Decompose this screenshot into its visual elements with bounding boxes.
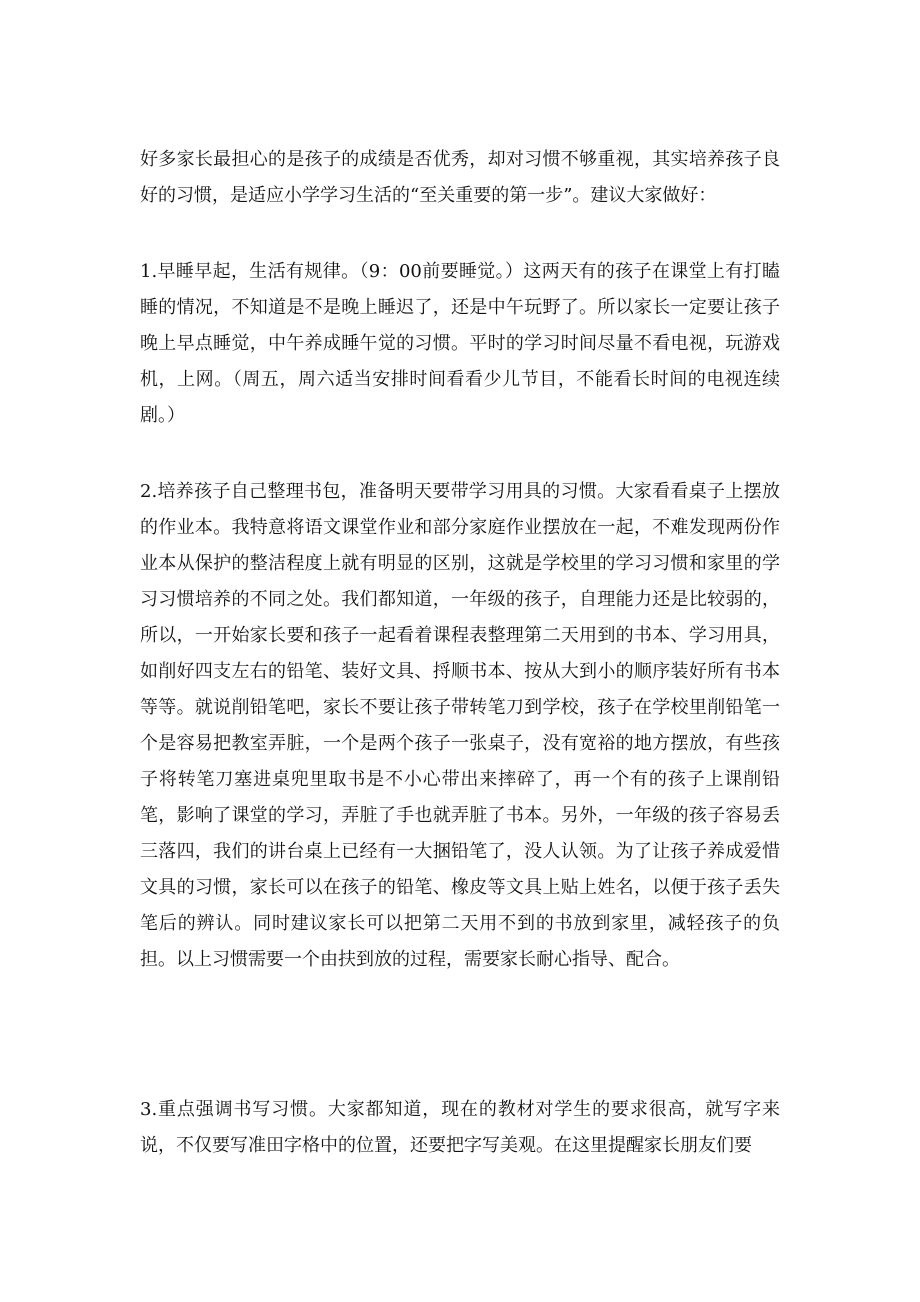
habit-2-schoolbag-paragraph: 2.培养孩子自己整理书包，准备明天要带学习用具的习惯。大家看看桌子上摆放的作业本。我特意将语文课堂作业和部分家庭作业摆放在一起，不难发现两份作业本从保护的整洁程度上就有明显的区别，这就是学校里的学习习惯和家里的学习习惯培养的不同之处。我们都知道，一年级的孩子，自理能力还是比较弱的，所以，一开始家长要和孩子一起看着课程表整理第二天用到的书本、学习用具，如削好四支左右的铅笔、装好文具、捋顺书本、按从大到小的顺序装好所有书本等等。就说削铅笔吧，家长不要让孩子带转笔刀到学校，孩子在学校里削铅笔一个是容易把教室弄脏，一个是两个孩子一张桌子，没有宽裕的地方摆放，有些孩子将转笔刀塞进桌兜里取书是不小心带出来摔碎了，再一个有的孩子上课削铅笔，影响了课堂的学习，弄脏了手也就弄脏了书本。另外，一年级的孩子容易丢三落四，我们的讲台桌上已经有一大捆铅笔了，没人认领。为了让孩子养成爱惜文具的习惯，家长可以在孩子的铅笔、橡皮等文具上贴上姓名，以便于孩子丢失笔后的辨认。同时建议家长可以把第二天用不到的书放到家里，减轻孩子的负担。以上习惯需要一个由扶到放的过程，需要家长耐心指导、配合。 xyxy=(140,481,780,970)
intro-paragraph: 好多家长最担心的是孩子的成绩是否优秀，却对习惯不够重视，其实培养孩子良好的习惯，是适应小学学习生活的“至关重要的第一步”。建议大家做好： xyxy=(140,149,780,206)
habit-1-sleep-paragraph: 1.早睡早起，生活有规律。（9：00前要睡觉。）这两天有的孩子在课堂上有打瞌睡的情况，不知道是不是晚上睡迟了，还是中午玩野了。所以家长一定要让孩子晚上早点睡觉，中午养成睡午觉的习惯。平时的学习时间尽量不看电视，玩游戏机，上网。（周五，周六适当安排时间看看少儿节目，不能看长时间的电视连续剧。） xyxy=(140,261,780,426)
habit-3-writing-paragraph: 3.重点强调书写习惯。大家都知道，现在的教材对学生的要求很高，就写字来说，不仅要写准田字格中的位置，还要把字写美观。在这里提醒家长朋友们要 xyxy=(140,1099,780,1156)
